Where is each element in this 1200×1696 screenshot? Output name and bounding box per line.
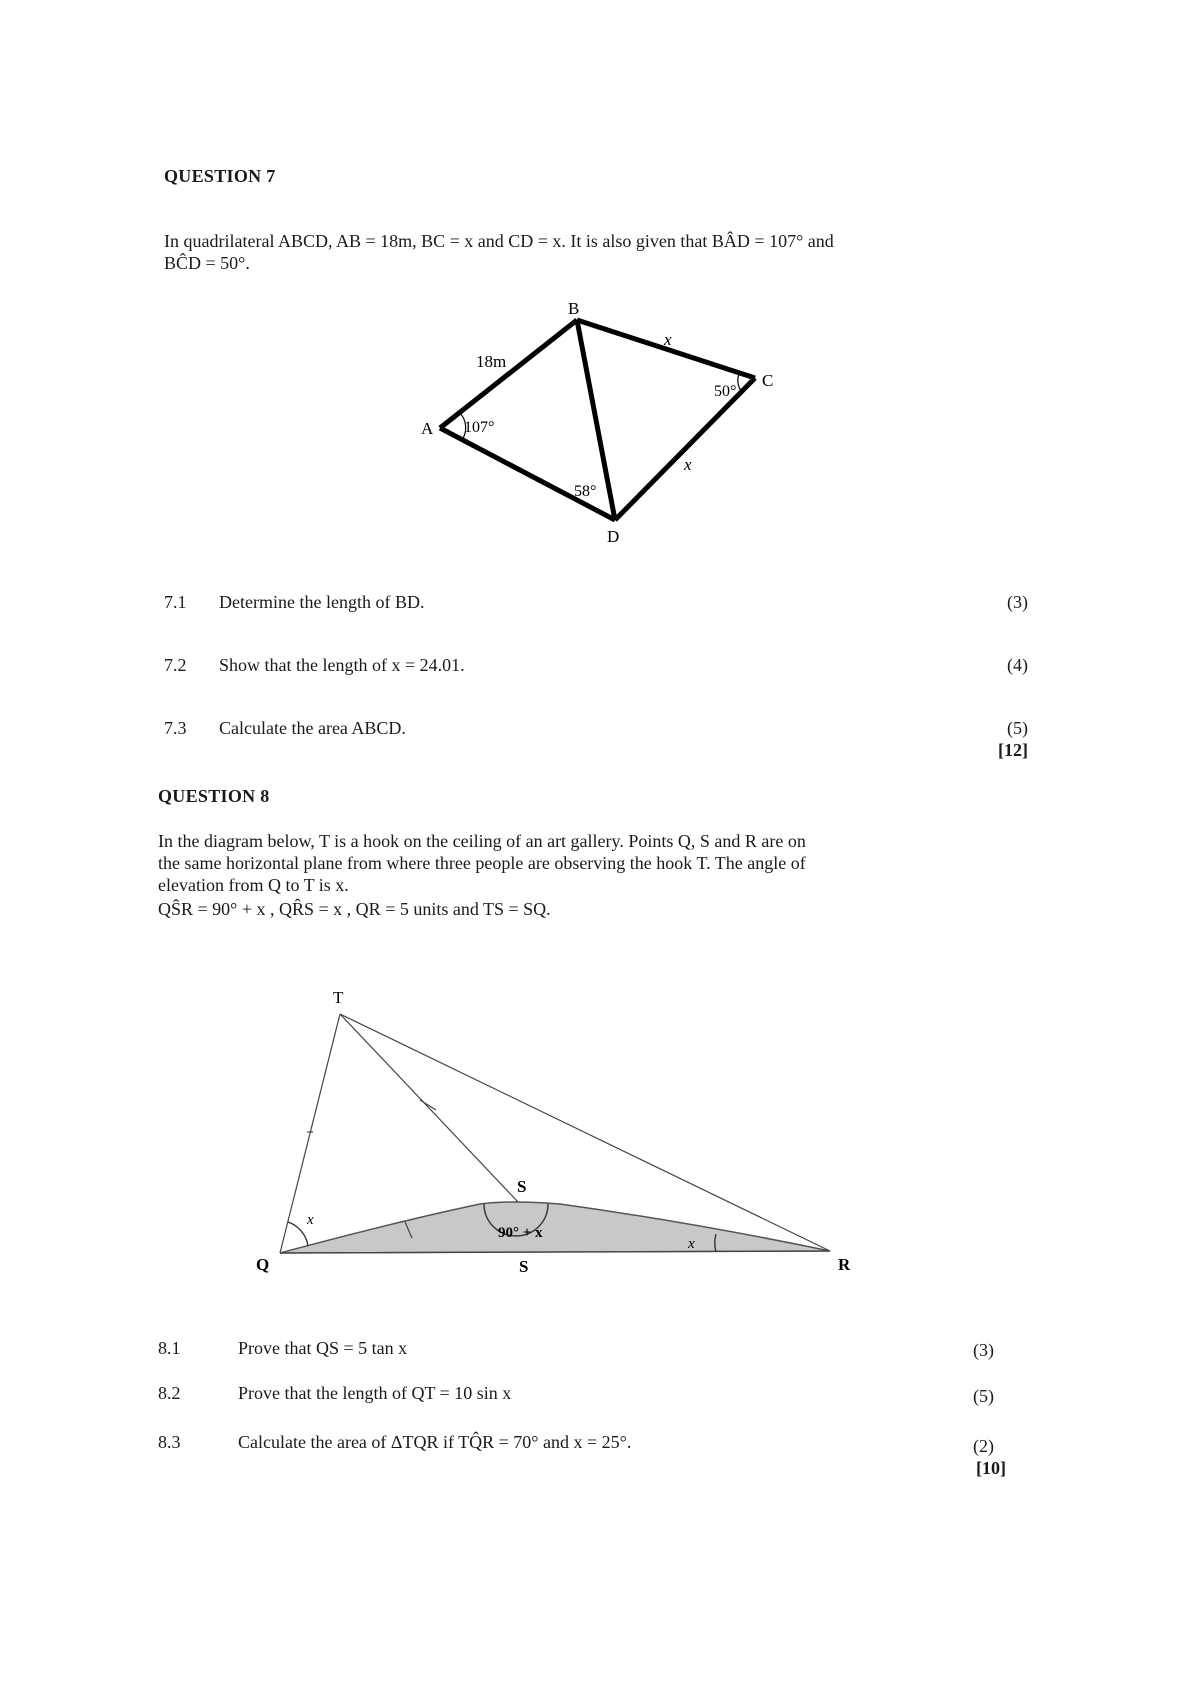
item-text: Prove that the length of QT = 10 sin x <box>238 1383 512 1403</box>
q8-intro-line2: the same horizontal plane from where three people are observing the hook T. The angle of <box>158 853 806 873</box>
q8-triangle-diagram <box>0 960 1200 1290</box>
item-number: 7.3 <box>164 718 187 738</box>
item-text: Determine the length of BD. <box>219 592 425 612</box>
item-number: 8.1 <box>158 1338 181 1358</box>
label-t: T <box>333 988 344 1007</box>
ground-plane-qsr <box>280 1202 830 1253</box>
item-text: Show that the length of x = 24.01. <box>219 655 465 675</box>
q8-intro-line4: QŜR = 90° + x , QR̂S = x , QR = 5 units and TS = SQ. <box>158 899 551 919</box>
item-marks: (2) <box>973 1436 994 1456</box>
label-b: B <box>568 299 580 318</box>
item-marks: (3) <box>973 1340 994 1360</box>
side-ab <box>440 320 577 428</box>
angle-r-label: x <box>688 1236 695 1252</box>
side-da <box>440 428 615 520</box>
item-text: Calculate the area ABCD. <box>219 718 406 738</box>
item-text: Prove that QS = 5 tan x <box>238 1338 408 1358</box>
angle-c-label: 50° <box>714 383 737 400</box>
line-ts <box>340 1014 518 1202</box>
angle-a-label: 107° <box>464 419 495 436</box>
q8-heading: QUESTION 8 <box>158 786 270 806</box>
item-marks: (5) <box>1007 718 1028 738</box>
q7-quadrilateral-diagram <box>0 0 1200 560</box>
label-s-base: S <box>519 1257 529 1276</box>
angle-d-label: 58° <box>574 483 597 500</box>
item-marks: (3) <box>1007 592 1028 612</box>
angle-q-arc <box>288 1222 308 1246</box>
angle-q-label: x <box>307 1212 314 1228</box>
label-c: C <box>762 371 774 390</box>
side-bc <box>577 320 755 378</box>
q8-intro-line1: In the diagram below, T is a hook on the ceiling of an art gallery. Points Q, S and R are on <box>158 831 806 851</box>
q7-intro-line2: BĈD = 50°. <box>164 253 250 273</box>
item-number: 8.2 <box>158 1383 181 1403</box>
q8-intro-line3: elevation from Q to T is x. <box>158 875 349 895</box>
label-r: R <box>838 1255 851 1274</box>
side-ab-label: 18m <box>476 352 507 371</box>
label-q: Q <box>256 1255 270 1274</box>
item-number: 7.2 <box>164 655 187 675</box>
tick-ts <box>420 1100 436 1110</box>
label-s-point: S <box>517 1177 527 1196</box>
label-a: A <box>421 419 434 438</box>
q8-total-marks: [10] <box>976 1458 1006 1478</box>
item-marks: (4) <box>1007 655 1028 675</box>
item-text: Calculate the area of ΔTQR if TQ̂R = 70° and x = 25°. <box>238 1432 632 1452</box>
side-cd-label: x <box>684 455 692 474</box>
q7-intro-line1: In quadrilateral ABCD, AB = 18m, BC = x and CD = x. It is also given that BÂD = 107° and <box>164 231 834 251</box>
angle-s-label: 90° + x <box>498 1225 543 1241</box>
item-marks: (5) <box>973 1386 994 1406</box>
q7-heading: QUESTION 7 <box>164 166 276 186</box>
item-number: 7.1 <box>164 592 187 612</box>
side-bc-label: x <box>664 330 672 349</box>
label-d: D <box>607 527 620 546</box>
q7-total-marks: [12] <box>998 740 1028 760</box>
item-number: 8.3 <box>158 1432 181 1452</box>
